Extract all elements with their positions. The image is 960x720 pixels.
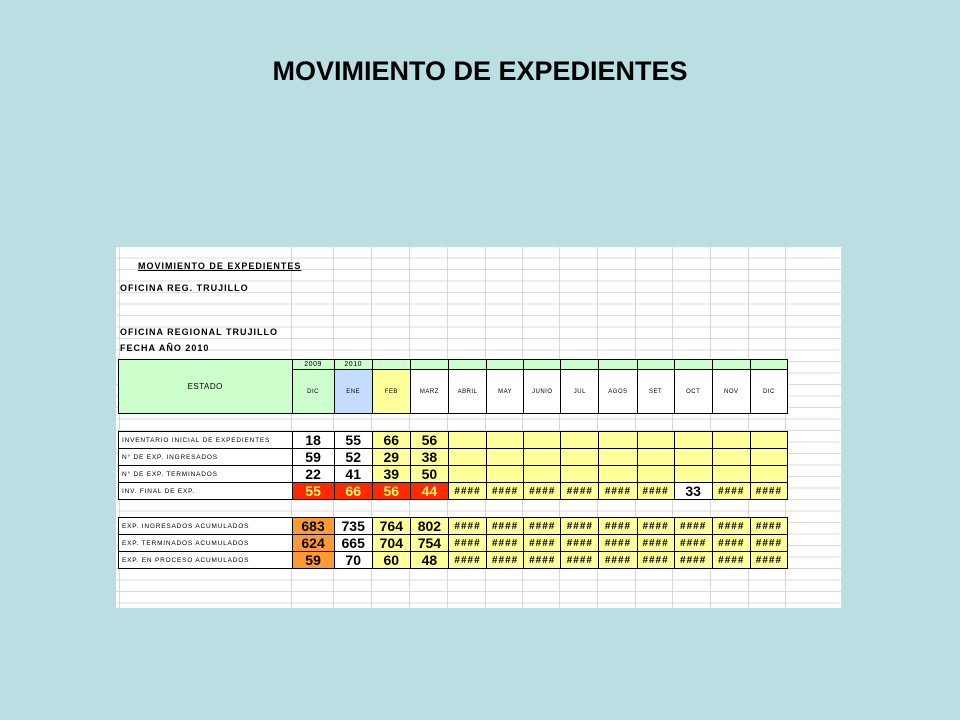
table-cell: #### [599,552,637,569]
month-header: JUNIO [524,370,561,414]
month-header: ABRIL [448,370,486,414]
table-cell: 59 [292,552,334,569]
table-cell: 764 [372,518,410,535]
table-cell: 52 [334,449,372,466]
table-cell: 683 [292,518,334,535]
row-label: N° DE EXP. INGRESADOS [119,449,293,466]
month-header: DIC [750,370,787,414]
table-row [119,518,788,535]
table-cell [750,449,787,466]
table-cell [561,466,599,483]
row-label: EXP. INGRESADOS ACUMULADOS [119,518,293,535]
table-cell [524,432,561,449]
table-cell: 44 [410,483,448,500]
table-cell: #### [599,518,637,535]
table-cell [750,432,787,449]
table-cell: #### [524,535,561,552]
row-label: INV. FINAL DE EXP. [119,483,293,500]
slide-title: MOVIMIENTO DE EXPEDIENTES [272,56,688,86]
table-cell [524,449,561,466]
table-cell: 41 [334,466,372,483]
table-cell [561,432,599,449]
table-cell: 60 [372,552,410,569]
table-row [119,449,788,466]
table-cell: 33 [674,483,712,500]
table-cell: 56 [372,483,410,500]
table-cell: 754 [410,535,448,552]
table-cell: #### [750,483,787,500]
table-cell: 22 [292,466,334,483]
month-header: AGOS [599,370,637,414]
table-cell: #### [524,518,561,535]
office-line-2: OFICINA REGIONAL TRUJILLO [120,327,279,337]
table-cell: #### [712,518,750,535]
table-cell: 55 [334,432,372,449]
table-cell [599,449,637,466]
table-cell: 55 [292,483,334,500]
table-cell: #### [674,552,712,569]
table-cell: #### [561,535,599,552]
header-table [118,359,788,414]
table-cell: #### [712,483,750,500]
table-cell: 56 [410,432,448,449]
row-label: INVENTARIO INICIAL DE EXPEDIENTES [119,432,293,449]
table-cell [712,449,750,466]
table-cell: 18 [292,432,334,449]
table-cell: 70 [334,552,372,569]
year-header: 2009 [292,360,334,370]
table-cell: #### [561,483,599,500]
table-cell: #### [561,518,599,535]
table-cell: #### [448,535,486,552]
date-line: FECHA AÑO 2010 [120,343,210,353]
table-cell: #### [448,552,486,569]
estado-header: ESTADO [119,360,293,414]
spreadsheet [116,247,842,608]
table-cell: #### [674,535,712,552]
table-cell [599,466,637,483]
table-cell: 50 [410,466,448,483]
table-cell [448,466,486,483]
month-header: NOV [712,370,750,414]
table-cell [487,466,524,483]
table-cell: #### [637,483,674,500]
table-cell [487,432,524,449]
table-cell [674,466,712,483]
table-cell [637,432,674,449]
month-header: MARZ [410,370,448,414]
row-label: EXP. EN PROCESO ACUMULADOS [119,552,293,569]
table-cell [448,449,486,466]
table-cell: 38 [410,449,448,466]
table-cell: 39 [372,466,410,483]
table-cell: #### [750,535,787,552]
table-cell: #### [487,518,524,535]
table-cell: 66 [334,483,372,500]
table-cell: #### [637,535,674,552]
table-cell: #### [487,552,524,569]
table-cell: #### [712,552,750,569]
table-cell: #### [599,535,637,552]
accumulated-table [118,517,788,569]
table-cell [561,449,599,466]
table-cell [674,432,712,449]
month-header: MAY [487,370,524,414]
office-line-1: OFICINA REG. TRUJILLO [120,283,249,293]
month-header: JUL [561,370,599,414]
sheet-heading: MOVIMIENTO DE EXPEDIENTES [138,261,302,271]
table-cell: #### [674,518,712,535]
table-cell: 59 [292,449,334,466]
year-header: 2010 [334,360,372,370]
table-cell: #### [524,552,561,569]
table-cell: 66 [372,432,410,449]
table-cell: #### [637,518,674,535]
table-cell: #### [448,518,486,535]
table-cell: #### [750,518,787,535]
table-row [119,432,788,449]
table-cell [487,449,524,466]
table-cell: 735 [334,518,372,535]
table-cell [524,466,561,483]
month-header: OCT [674,370,712,414]
table-cell: #### [487,535,524,552]
table-cell [637,466,674,483]
month-header: FEB [372,370,410,414]
month-header: ENE [334,370,372,414]
table-cell: #### [637,552,674,569]
table-cell: 665 [334,535,372,552]
row-label: N° DE EXP. TERMINADOS [119,466,293,483]
table-cell: 624 [292,535,334,552]
table-cell [712,466,750,483]
table-cell: #### [750,552,787,569]
table-cell: 704 [372,535,410,552]
month-header: SET [637,370,674,414]
row-label: EXP. TERMINADOS ACUMULADOS [119,535,293,552]
table-cell: 29 [372,449,410,466]
table-cell: #### [561,552,599,569]
table-cell: #### [487,483,524,500]
table-row [119,483,788,500]
table-cell [712,432,750,449]
table-cell: #### [448,483,486,500]
table-cell: 48 [410,552,448,569]
inventory-table [118,431,788,500]
table-row [119,466,788,483]
table-cell [599,432,637,449]
table-row [119,535,788,552]
table-cell: #### [712,535,750,552]
table-cell [448,432,486,449]
table-row [119,552,788,569]
table-cell: 802 [410,518,448,535]
table-cell: #### [599,483,637,500]
table-cell [637,449,674,466]
month-header: DIC [292,370,334,414]
table-cell: #### [524,483,561,500]
table-cell [674,449,712,466]
table-cell [750,466,787,483]
